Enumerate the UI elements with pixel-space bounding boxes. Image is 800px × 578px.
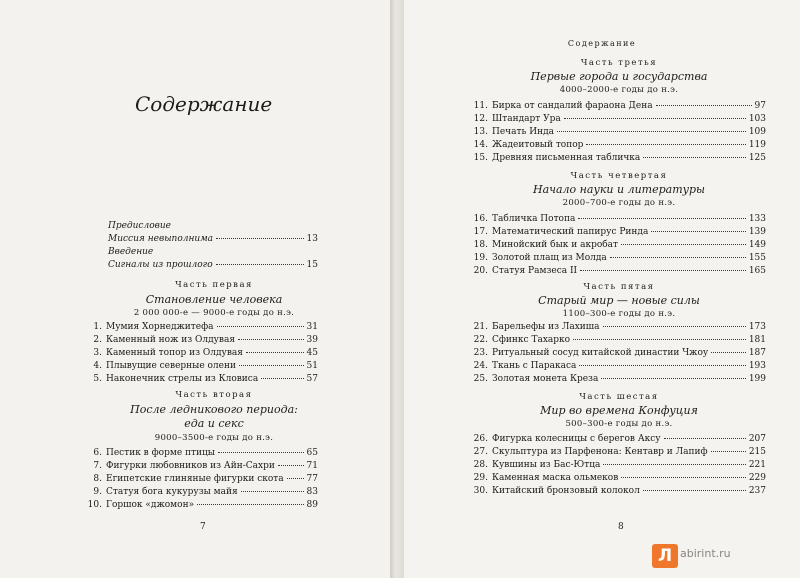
- entry-number: 3.: [93, 348, 102, 358]
- part-title: Становление человека: [145, 293, 283, 306]
- entry-number: 23.: [473, 348, 488, 358]
- entry-number: 17.: [473, 227, 488, 237]
- page-number: 193: [748, 361, 766, 371]
- part-years: 4000–2000-е годы до н.э.: [559, 85, 679, 95]
- toc-entry[interactable]: [466, 265, 766, 277]
- page-number: 221: [748, 460, 766, 470]
- part-years: 2 000 000-е — 9000-е годы до н.э.: [133, 308, 295, 318]
- entry-number: 2.: [93, 335, 102, 345]
- toc-entry[interactable]: [466, 485, 766, 497]
- toc-entry[interactable]: [466, 126, 766, 138]
- entry-label: Китайский бронзовый колокол: [492, 486, 640, 496]
- page-number: 215: [748, 447, 766, 457]
- entry-number: 27.: [473, 447, 488, 457]
- dot-leader: [586, 144, 745, 145]
- toc-entry[interactable]: [466, 360, 766, 372]
- intro-label: Миссия невыполнима: [108, 234, 214, 244]
- dot-leader: [238, 339, 304, 340]
- entry-number: 21.: [473, 322, 488, 332]
- dot-leader: [216, 238, 304, 239]
- toc-entry[interactable]: [466, 100, 766, 112]
- page-number: 109: [748, 127, 766, 137]
- entry-number: 24.: [473, 361, 488, 371]
- dot-leader: [621, 244, 746, 245]
- entry-label: Барельефы из Лахиша: [492, 322, 600, 332]
- dot-leader: [643, 157, 746, 158]
- dot-leader: [217, 326, 304, 327]
- page-number: 187: [748, 348, 766, 358]
- entry-label: Кувшины из Бас-Ютца: [492, 460, 601, 470]
- toc-entry[interactable]: [466, 334, 766, 346]
- entry-number: 19.: [473, 253, 488, 263]
- page-title: Содержание: [135, 92, 273, 116]
- entry-number: 15.: [473, 153, 488, 163]
- toc-entry[interactable]: [80, 360, 318, 372]
- entry-number: 11.: [473, 101, 488, 111]
- page-number: 199: [748, 374, 766, 384]
- dot-leader: [603, 464, 745, 465]
- dot-leader: [603, 326, 746, 327]
- page-number: 97: [754, 101, 766, 111]
- entry-number: 5.: [93, 374, 102, 384]
- entry-label: Ритуальный сосуд китайской династии Чжоу: [492, 348, 709, 358]
- page-number: 83: [306, 487, 318, 497]
- entry-number: 8.: [93, 474, 102, 484]
- page-number: 125: [748, 153, 766, 163]
- page-number: 181: [748, 335, 766, 345]
- page-number: 133: [748, 214, 766, 224]
- part-heading: Часть шестая: [579, 392, 659, 402]
- page-number: 103: [748, 114, 766, 124]
- entry-number: 12.: [473, 114, 488, 124]
- part-heading: Часть пятая: [583, 282, 655, 292]
- toc-entry[interactable]: [80, 347, 318, 359]
- toc-entry[interactable]: [466, 472, 766, 484]
- dot-leader: [564, 118, 746, 119]
- page-number: 149: [748, 240, 766, 250]
- dot-leader: [601, 378, 745, 379]
- entry-number: 9.: [93, 487, 102, 497]
- intro-label: Предисловие: [108, 221, 171, 231]
- dot-leader: [261, 378, 303, 379]
- toc-entry[interactable]: [466, 139, 766, 151]
- dot-leader: [216, 264, 304, 265]
- entry-number: 6.: [93, 448, 102, 458]
- entry-label: Ткань с Паракаса: [492, 361, 577, 371]
- entry-number: 14.: [473, 140, 488, 150]
- left-page: [0, 0, 390, 578]
- dot-leader: [580, 270, 746, 271]
- page-number: 15: [306, 260, 318, 270]
- toc-entry[interactable]: [80, 460, 318, 472]
- entry-number: 20.: [473, 266, 488, 276]
- entry-label: Золотая монета Креза: [492, 374, 599, 384]
- entry-label: Табличка Потопа: [492, 214, 576, 224]
- toc-entry[interactable]: [466, 459, 766, 471]
- dot-leader: [578, 218, 745, 219]
- entry-label: Печать Инда: [492, 127, 554, 137]
- page-number: 45: [306, 348, 318, 358]
- entry-label: Каменный топор из Олдувая: [106, 348, 243, 358]
- dot-leader: [197, 504, 303, 505]
- entry-label: Древняя письменная табличка: [492, 153, 641, 163]
- dot-leader: [643, 490, 746, 491]
- toc-intro-row[interactable]: [108, 233, 318, 245]
- toc-entry[interactable]: [80, 373, 318, 385]
- entry-label: Наконечник стрелы из Кловиса: [106, 374, 259, 384]
- entry-label: Скульптура из Парфенона: Кентавр и Лапиф: [492, 447, 708, 457]
- entry-label: Статуя бога кукурузы майя: [106, 487, 238, 497]
- entry-number: 30.: [473, 486, 488, 496]
- dot-leader: [711, 352, 746, 353]
- entry-number: 18.: [473, 240, 488, 250]
- part-title: Старый мир — новые силы: [538, 294, 700, 307]
- dot-leader: [218, 452, 304, 453]
- part-years: 1100–300-е годы до н.э.: [562, 309, 676, 319]
- dot-leader: [246, 352, 304, 353]
- intro-label: Введение: [108, 247, 154, 257]
- labirint-watermark-text: abirint.ru: [680, 547, 731, 560]
- page-number: 155: [748, 253, 766, 263]
- running-head: Содержание: [567, 39, 637, 48]
- entry-number: 7.: [93, 461, 102, 471]
- page-number: 237: [748, 486, 766, 496]
- dot-leader: [579, 365, 745, 366]
- toc-entry[interactable]: [466, 213, 766, 225]
- toc-entry[interactable]: [80, 334, 318, 346]
- toc-entry[interactable]: [80, 473, 318, 485]
- intro-label: Сигналы из прошлого: [108, 260, 213, 270]
- part-title: После ледникового периода:: [130, 403, 298, 416]
- part-title: Первые города и государства: [530, 70, 708, 83]
- entry-number: 29.: [473, 473, 488, 483]
- dot-leader: [621, 477, 746, 478]
- page-number: 119: [748, 140, 766, 150]
- entry-number: 28.: [473, 460, 488, 470]
- page-number: 13: [306, 234, 318, 244]
- part-title: Мир во времена Конфуция: [540, 404, 698, 417]
- entry-label: Фигурки любовников из Айн-Сахри: [106, 461, 275, 471]
- entry-number: 25.: [473, 374, 488, 384]
- toc-entry[interactable]: [466, 373, 766, 385]
- part-title: Начало науки и литературы: [532, 183, 706, 196]
- dot-leader: [610, 257, 746, 258]
- toc-entry[interactable]: [466, 252, 766, 264]
- labirint-logo: Л: [652, 544, 678, 568]
- dot-leader: [278, 465, 304, 466]
- page-folio: 8: [618, 522, 624, 532]
- entry-label: Жадеитовый топор: [492, 140, 584, 150]
- dot-leader: [664, 438, 746, 439]
- book-gutter: [390, 0, 404, 578]
- toc-entry[interactable]: [80, 447, 318, 459]
- page-number: 89: [306, 500, 318, 510]
- page-number: 173: [748, 322, 766, 332]
- dot-leader: [651, 231, 746, 232]
- part-years: 2000–700-е годы до н.э.: [562, 198, 676, 208]
- dot-leader: [239, 365, 304, 366]
- page-number: 71: [306, 461, 318, 471]
- right-page: [404, 0, 800, 578]
- toc-entry[interactable]: [466, 347, 766, 359]
- page-number: 77: [306, 474, 318, 484]
- entry-label: Сфинкс Тахарко: [492, 335, 571, 345]
- entry-label: Статуя Рамзеса II: [492, 266, 578, 276]
- entry-number: 26.: [473, 434, 488, 444]
- part-heading: Часть вторая: [175, 390, 253, 400]
- entry-number: 22.: [473, 335, 488, 345]
- toc-entry[interactable]: [466, 446, 766, 458]
- entry-label: Минойский бык и акробат: [492, 240, 619, 250]
- toc-intro-row: [108, 220, 318, 232]
- entry-number: 16.: [473, 214, 488, 224]
- part-heading: Часть третья: [580, 58, 658, 68]
- page-number: 39: [306, 335, 318, 345]
- toc-entry[interactable]: [466, 433, 766, 445]
- entry-label: Золотой плащ из Молда: [492, 253, 607, 263]
- dot-leader: [241, 491, 304, 492]
- entry-label: Математический папирус Ринда: [492, 227, 649, 237]
- page-number: 139: [748, 227, 766, 237]
- entry-label: Пестик в форме птицы: [106, 448, 215, 458]
- page-number: 229: [748, 473, 766, 483]
- entry-label: Каменная маска ольмеков: [492, 473, 619, 483]
- entry-label: Фигурка колесницы с берегов Аксу: [492, 434, 661, 444]
- part-heading: Часть четвертая: [570, 171, 668, 181]
- part-years: 500–300-е годы до н.э.: [565, 419, 673, 429]
- entry-number: 4.: [93, 361, 102, 371]
- dot-leader: [557, 131, 746, 132]
- entry-number: 13.: [473, 127, 488, 137]
- page-number: 31: [306, 322, 318, 332]
- part-years: 9000–3500-е годы до н.э.: [154, 433, 274, 443]
- page-number: 65: [306, 448, 318, 458]
- toc-entry[interactable]: [466, 226, 766, 238]
- page-number: 165: [748, 266, 766, 276]
- page-number: 51: [306, 361, 318, 371]
- toc-entry[interactable]: [466, 239, 766, 251]
- toc-intro-row: [108, 246, 318, 258]
- entry-label: Плывущие северные олени: [106, 361, 236, 371]
- toc-entry[interactable]: [466, 113, 766, 125]
- entry-label: Египетские глиняные фигурки скота: [106, 474, 284, 484]
- toc-entry[interactable]: [466, 321, 766, 333]
- part-title-line2: еда и секс: [184, 417, 244, 430]
- page-number: 207: [748, 434, 766, 444]
- toc-entry[interactable]: [80, 486, 318, 498]
- entry-number: 10.: [87, 500, 102, 510]
- dot-leader: [287, 478, 304, 479]
- dot-leader: [573, 339, 746, 340]
- part-heading: Часть первая: [175, 280, 253, 290]
- toc-intro-row[interactable]: [108, 259, 318, 271]
- entry-label: Каменный нож из Олдувая: [106, 335, 236, 345]
- entry-label: Горшок «джомон»: [106, 500, 195, 510]
- entry-label: Бирка от сандалий фараона Дена: [492, 101, 653, 111]
- toc-entry[interactable]: [80, 499, 318, 511]
- dot-leader: [656, 105, 752, 106]
- toc-entry[interactable]: [466, 152, 766, 164]
- dot-leader: [711, 451, 746, 452]
- toc-entry[interactable]: [80, 321, 318, 333]
- entry-label: Штандарт Ура: [492, 114, 561, 124]
- page-number: 57: [306, 374, 318, 384]
- entry-number: 1.: [93, 322, 102, 332]
- entry-label: Мумия Хорнеджитефа: [106, 322, 214, 332]
- page-folio: 7: [200, 522, 206, 532]
